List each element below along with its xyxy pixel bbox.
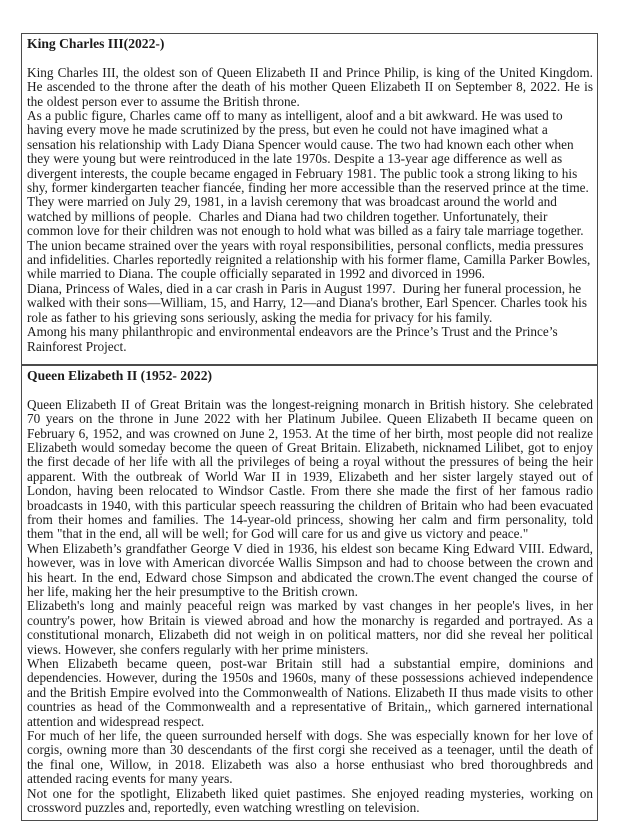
paragraph-edward-abdication: When Elizabeth’s grandfather George V died in 1936, his eldest son became King Edward VIII. Edward, however, was in love with American divorcée Wallis Simpson and had to choose between the crown and his heart. In the end, Edward chose Simpson and abdicated the crown.The event changed the course of her life, making her the heir presumptive to the British crown. [27, 540, 593, 599]
paragraph-charles-philanthropy: Among his many philanthropic and environmental endeavors are the Prince’s Trust and the Prince’s Rainforest Project. [27, 324, 562, 354]
section-king-charles [21, 33, 598, 365]
paragraph-diana-death: Diana, Princess of Wales, died in a car crash in Paris in August 1997. During her funeral procession, he walked with their sons—William, 15, and Harry, 12—and Diana's brother, Earl Spencer. Charles took his role as father to his grieving sons seriously, asking the media for privacy for his family. [27, 280, 591, 325]
section-title-queen-elizabeth: Queen Elizabeth II (1952- 2022) [27, 367, 213, 383]
paragraph-elizabeth-intro: Queen Elizabeth II of Great Britain was the longest-reigning monarch in British history. She celebrated 70 years on the throne in June 2022 with her Platinum Jubilee. Queen Elizabeth II became queen on February 6, 1952, and was crowned on June 2, 1953. At the time of her birth, most people did not realize Elizabeth would someday become the queen of Great Britain. Elizabeth, nicknamed Lilibet, got to enjoy the first decade of her life with all the privileges of being a royal without the pressures of being the heir apparent. With the outbreak of World War II in 1939, Elizabeth and her sister largely stayed out of London, having been relocated to Windsor Castle. From there she made the first of her famous radio broadcasts in 1940, with this particular speech reassuring the children of Britain who had been evacuated from their homes and families. The 14-year-old princess, showing her calm and firm personality, told them "that in the end, all will be well; for God will care for us and give us victory and peace." [27, 396, 593, 542]
paragraph-corgis-horses: For much of her life, the queen surrounded herself with dogs. She was especially known for her love of corgis, owning more than 30 descendants of the first corgi she received as a teenager, until the death of the final one, Willow, in 2018. Elizabeth was also a horse enthusiast who bred thoroughbreds and attended racing events for many years. [27, 728, 593, 787]
paragraph-quiet-pastimes: Not one for the spotlight, Elizabeth liked quiet pastimes. She enjoyed reading mysteries, working on crossword puzzles and, reportedly, even watching wrestling on television. [27, 785, 593, 816]
paragraph-charles-intro: King Charles III, the oldest son of Queen Elizabeth II and Prince Philip, is king of the United Kingdom. He ascended to the throne after the death of his mother Queen Elizabeth II on September 8, 2022. He is the oldest person ever to assume the British throne. [27, 64, 593, 109]
paragraph-elizabeth-reign: Elizabeth's long and mainly peaceful reign was marked by vast changes in her people's lives, in her country's power, how Britain is viewed abroad and how the monarchy is regarded and portrayed. As a constitutional monarch, Elizabeth did not weigh in on political matters, nor did she reveal her political views. However, she confers regularly with her prime ministers. [27, 598, 593, 657]
section-title-king-charles: King Charles III(2022-) [27, 36, 165, 51]
paragraph-commonwealth: When Elizabeth became queen, post-war Britain still had a substantial empire, dominions and dependencies. However, during the 1950s and 1960s, many of these possessions achieved independence and the British Empire evolved into the Commonwealth of Nations. Elizabeth II thus made visits to other countries as head of the Commonwealth and a representative of Britain,, which garnered international attention and widespread respect. [27, 656, 593, 729]
paragraph-charles-diana-marriage: As a public figure, Charles came off to many as intelligent, aloof and a bit awkward. He was used to having every move he made scrutinized by the press, but even he could not have imagined what a sensation his relationship with Lady Diana Spencer would cause. The two had known each other when they were young but were reintroduced in the late 1970s. Despite a 13-year age difference as well as divergent interests, the couple became engaged in February 1981. The public took a strong liking to his shy, former kindergarten teacher fiancée, finding her more accessible than the reserved prince at the time. They were married on July 29, 1981, in a lavish ceremony that was broadcast around the world and watched by millions of people. Charles and Diana had two children together. Unfortunately, their common love for their children was not enough to hold what was billed as a fairy tale marriage together. The union became strained over the years with royal responsibilities, personal conflicts, media pressures and infidelities. Charles reportedly reignited a relationship with his former flame, Camilla Parker Bowles, while married to Diana. The couple officially separated in 1992 and divorced in 1996. [27, 108, 594, 282]
section-queen-elizabeth [21, 365, 598, 821]
